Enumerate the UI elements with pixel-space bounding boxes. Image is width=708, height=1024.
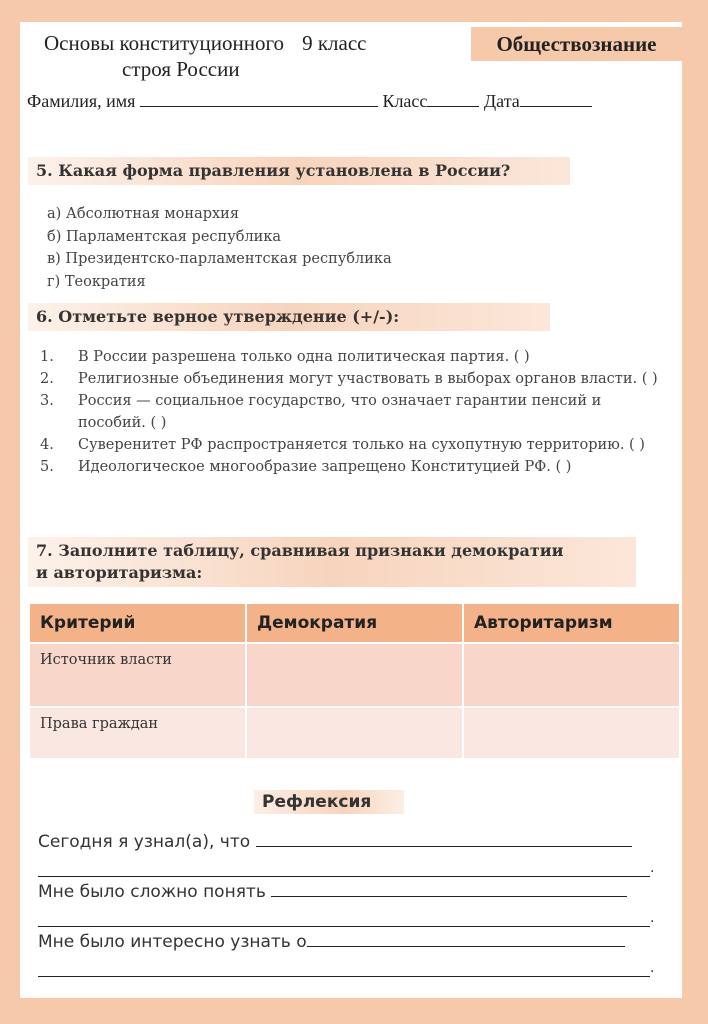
statement-text: В России разрешена только одна политическая партия. ( ): [78, 349, 530, 365]
class-field[interactable]: [427, 88, 479, 107]
student-info-row: [27, 88, 687, 114]
reflection-prompt-3: [38, 932, 662, 952]
statement-item[interactable]: [40, 434, 668, 456]
criterion-cell: Права граждан: [29, 707, 246, 759]
table-row: [29, 643, 680, 707]
reflection-prompt-1: [38, 832, 662, 852]
table-header-row: [29, 603, 680, 643]
table-row: [29, 707, 680, 759]
worksheet-title: [44, 30, 464, 82]
statement-text: Религиозные объединения могут участвовать в выборах органов власти. ( ): [78, 371, 658, 387]
authoritarianism-answer-cell[interactable]: [463, 707, 680, 759]
option-b[interactable]: б) Парламентская республика: [47, 228, 282, 245]
line-end-mark: .: [650, 860, 655, 876]
reflection-answer-line[interactable]: [38, 926, 650, 927]
grade-label: 9 класс: [302, 31, 367, 55]
reflection-answer-field[interactable]: [256, 832, 632, 847]
statement-text: Идеологическое многообразие запрещено Конституцией РФ. ( ): [78, 459, 572, 475]
authoritarianism-answer-cell[interactable]: [463, 643, 680, 707]
statement-item[interactable]: [40, 456, 668, 478]
statement-item[interactable]: [40, 368, 668, 390]
question-7-heading: [28, 537, 636, 587]
reflection-prompt-text: Мне было сложно понять: [38, 882, 266, 902]
title-line2: строя России: [122, 57, 240, 81]
column-header-criterion: Критерий: [29, 603, 246, 643]
option-d[interactable]: г) Теократия: [47, 273, 146, 290]
statement-item[interactable]: [40, 346, 668, 368]
subject-badge: Обществознание: [471, 27, 682, 61]
democracy-answer-cell[interactable]: [246, 643, 463, 707]
statement-item[interactable]: [40, 390, 668, 434]
reflection-prompt-text: Мне было интересно узнать о: [38, 932, 307, 952]
name-field[interactable]: [140, 88, 378, 107]
option-a[interactable]: а) Абсолютная монархия: [47, 206, 239, 222]
date-label: Дата: [483, 91, 520, 111]
column-header-democracy: Демократия: [246, 603, 463, 643]
statement-number: 5.: [40, 459, 54, 475]
question-6-heading: 6. Отметьте верное утверждение (+/-):: [28, 303, 550, 331]
question-6-statements: [40, 346, 668, 478]
statement-text: Россия — социальное государство, что означает гарантии пенсий и пособий. ( ): [78, 393, 602, 431]
reflection-heading: Рефлексия: [254, 790, 404, 814]
date-field[interactable]: [520, 88, 592, 107]
democracy-answer-cell[interactable]: [246, 707, 463, 759]
question-5-heading: 5. Какая форма правления установлена в России?: [28, 157, 570, 185]
criterion-cell: Источник власти: [29, 643, 246, 707]
reflection-prompt-text: Сегодня я узнал(а), что: [38, 832, 251, 852]
reflection-answer-line[interactable]: [38, 876, 650, 877]
title-line1: Основы конституционного: [44, 31, 285, 55]
reflection-answer-field[interactable]: [271, 882, 627, 897]
name-label: Фамилия, имя: [27, 91, 136, 111]
reflection-prompt-2: [38, 882, 662, 902]
question-5-options: [47, 203, 392, 293]
statement-number: 3.: [40, 393, 54, 409]
class-label: Класс: [382, 91, 428, 111]
reflection-answer-field[interactable]: [307, 932, 625, 947]
reflection-answer-line[interactable]: [38, 976, 650, 977]
question-7-line1: 7. Заполните таблицу, сравнивая признаки демократии: [36, 541, 564, 560]
statement-number: 4.: [40, 437, 54, 453]
statement-number: 1.: [40, 349, 54, 365]
option-c[interactable]: в) Президентско-парламентская республика: [47, 251, 392, 267]
line-end-mark: .: [650, 960, 655, 976]
column-header-authoritarianism: Авторитаризм: [463, 603, 680, 643]
statement-number: 2.: [40, 371, 54, 387]
statement-text: Суверенитет РФ распространяется только на сухопутную территорию. ( ): [78, 437, 645, 453]
question-7-line2: и авторитаризма:: [36, 563, 203, 582]
line-end-mark: .: [650, 910, 655, 926]
comparison-table: [28, 602, 681, 760]
